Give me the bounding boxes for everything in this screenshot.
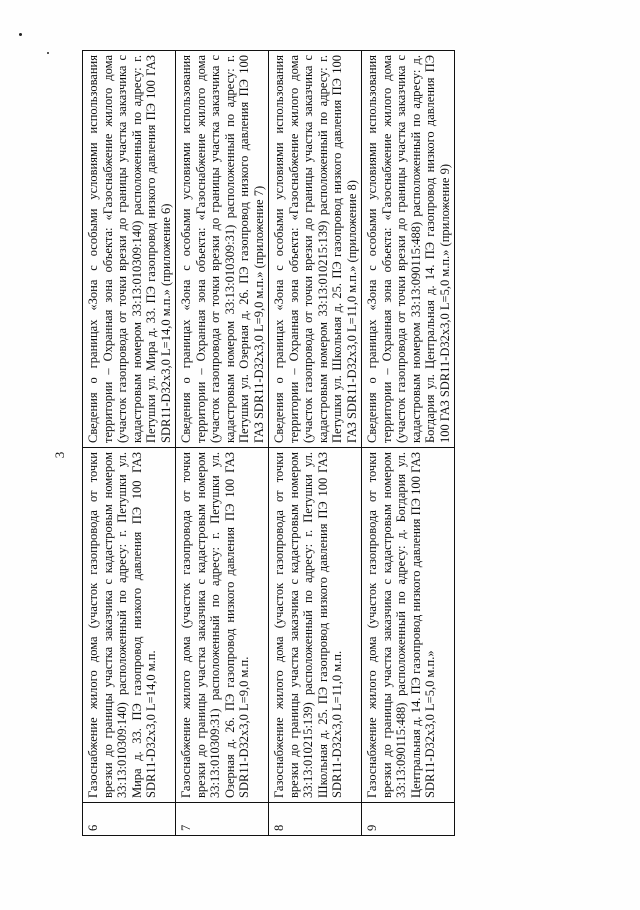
object-description: Газоснабжение жилого дома (участок газопровода от точки врезки до границы участка заказчика с кадастровым номером 33:13:010215:139) расположенный по адресу: г. Петушки ул. Школьная д. 25. ПЭ газопровод низкого давления ПЭ 100 ГАЗ SDR11-D32x3,0 L=11,0 м.п. [269,448,362,803]
zone-boundary-info: Сведения о границах «Зона с особыми условиями использования территории – Охранная зона объекта: «Газоснабжение жилого дома (участок газопровода от точки врезки до границы участка заказчика с кадастровым номером 33:13:010309:31) расположенный по адресу: г. Петушки ул. Озерная д. 26. ПЭ газопровод низкого давления ПЭ 100 ГАЗ SDR11-D32x3,0 L=9,0 м.п.» (приложение 7) [176,51,269,448]
table-row [83,51,176,836]
object-description: Газоснабжение жилого дома (участок газопровода от точки врезки до границы участка заказчика с кадастровым номером 33:13:090115:488) расположенный по адресу: д. Богдария ул. Центральная д. 14. ПЭ газопровод низкого давления ПЭ 100 ГАЗ SDR11-D32x3,0 L=5,0 м.п.» [362,448,455,803]
object-description: Газоснабжение жилого дома (участок газопровода от точки врезки до границы участка заказчика с кадастровым номером 33:13:010309:140) расположенный по адресу: г. Петушки ул. Мира д. 33. ПЭ газопровод низкого давления ПЭ 100 ГАЗ SDR11-D32x3,0 L=14,0 м.п. [83,448,176,803]
zone-boundary-info: Сведения о границах «Зона с особыми условиями использования территории – Охранная зона объекта: «Газоснабжение жилого дома (участок газопровода от точки врезки до границы участка заказчика с кадастровым номером 33:13:090115:488) расположенный по адресу: д. Богдария ул. Центральная д. 14. ПЭ газопровод низкого давления ПЭ 100 ГАЗ SDR11-D32x3,0 L=5,0 м.п.» (приложение 9) [362,51,455,448]
row-number: 7 [176,803,269,836]
table-row [269,51,362,836]
object-description: Газоснабжение жилого дома (участок газопровода от точки врезки до границы участка заказчика с кадастровым номером 33:13:010309:31) расположенный по адресу: г. Петушки ул. Озерная д. 26. ПЭ газопровод низкого давления ПЭ 100 ГАЗ SDR11-D32x3,0 L=9,0 м.п. [176,448,269,803]
table-row [176,51,269,836]
table-row [362,51,455,836]
row-number: 9 [362,803,455,836]
document-table [82,50,455,836]
row-number: 8 [269,803,362,836]
row-number: 6 [83,803,176,836]
page-number: 3 [52,451,67,459]
zone-boundary-info: Сведения о границах «Зона с особыми условиями использования территории – Охранная зона объекта: «Газоснабжение жилого дома (участок газопровода от точки врезки до границы участка заказчика с кадастровым номером 33:13:010215:139) расположенный по адресу: г. Петушки ул. Школьная д. 25. ПЭ газопровод низкого давления ПЭ 100 ГАЗ SDR11-D32x3,0 L=11,0 м.п.» (приложение 8) [269,51,362,448]
zone-boundary-info: Сведения о границах «Зона с особыми условиями использования территории – Охранная зона объекта: «Газоснабжение жилого дома (участок газопровода от точки врезки до границы участка заказчика с кадастровым номером 33:13:010309:140) расположенный по адресу: г. Петушки ул. Мира д. 33. ПЭ газопровод низкого давления ПЭ 100 ГАЗ SDR11-D32x3,0 L=14,0 м.п.» (приложение 6) [83,51,176,448]
